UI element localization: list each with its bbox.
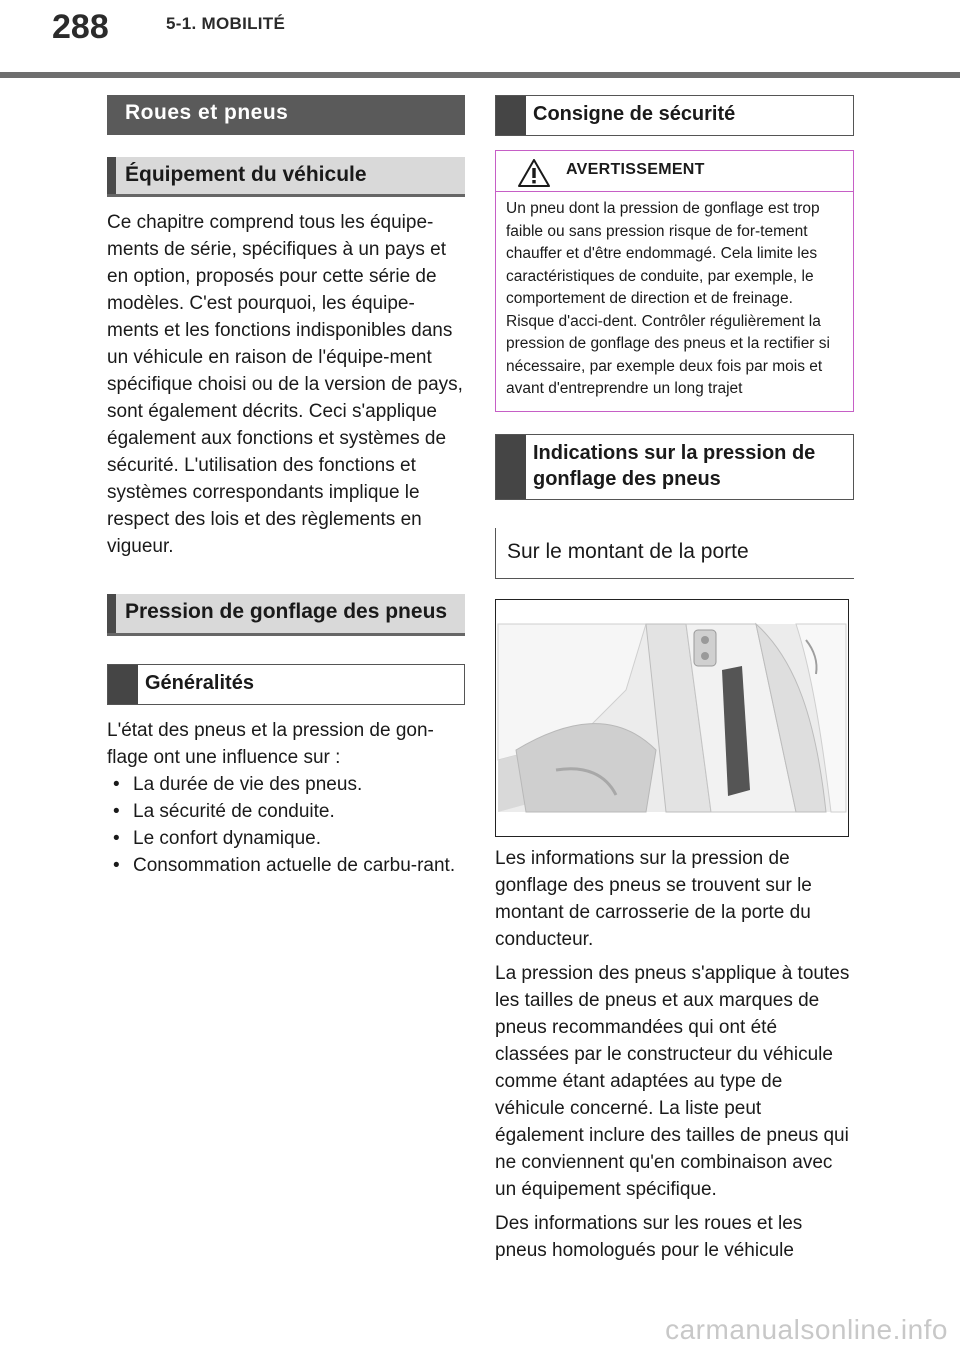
list-item: • Le confort dynamique. (107, 825, 465, 852)
door-info-paragraph (495, 845, 854, 1264)
heading-montant-porte: Sur le montant de la porte (495, 528, 854, 579)
section-title-roues-et-pneus: Roues et pneus (107, 95, 465, 135)
equipment-paragraph (107, 209, 465, 560)
header-rule (0, 72, 960, 78)
warning-box (495, 150, 854, 412)
chapter-title: 5-1. MOBILITÉ (166, 14, 286, 33)
para-1: Les informations sur la pression de gonflage des pneus se trouvent sur le montant de carrosserie de la porte du conducteur. (495, 847, 812, 950)
left-column (107, 95, 465, 879)
equipment-text: Ce chapitre comprend tous les équipe-ments de série, spécifiques à un pays et en option, proposés pour cette série de modèles. C'est pourquoi, les équipe-ments et les fonctions indisponibles dans un véhicule en raison de l'équipe-ment spécifique choisi ou de la version de pays, sont également décrits. Ceci s'applique également aux fonctions et systèmes de sécurité. L'utilisation des fonctions et systèmes correspondants implique le respect des lois et des règlements en vigueur. (107, 212, 463, 557)
warning-triangle-icon (518, 159, 550, 187)
para-2: La pression des pneus s'applique à toutes les tailles de pneus et aux marques de pneus recommandées qui ont été classées par le constructeur du véhicule comme étant adaptées au type de véhicule concerné. La liste peut également inclure des tailles de pneus qui ne conviennent qu'en combinaison avec un équipement spécifique. (495, 962, 850, 1200)
heading-equipement-vehicule (107, 157, 465, 197)
heading-indications-pression (495, 434, 854, 500)
list-item: • La sécurité de conduite. (107, 798, 465, 825)
heading-text: Consigne de sécurité (533, 103, 736, 125)
list-item: • La durée de vie des pneus. (107, 771, 465, 798)
heading-text: Généralités (145, 672, 254, 694)
heading-consigne-securite (495, 95, 854, 136)
list-item: • Consommation actuelle de carbu-rant. (107, 852, 465, 879)
influence-list (107, 771, 465, 879)
page-number: 288 (52, 8, 109, 46)
door-pillar-illustration (496, 600, 848, 836)
heading-pression-gonflage (107, 594, 465, 636)
general-intro-text: L'état des pneus et la pression de gon-flage ont une influence sur : (107, 720, 434, 768)
general-intro-paragraph (107, 717, 465, 771)
warning-text: Un pneu dont la pression de gonflage est trop faible ou sans pression risque de for-tement chauffer et d'être endommagé. Cela limite les caractéristiques de conduite, par exemple, le comportement de direction et de freinage. Risque d'acci-dent. Contrôler régulièrement la pression de gonflage des pneus et la rectifier si nécessaire, par exemple deux fois par mois et avant d'entreprendre un long trajet (506, 200, 830, 397)
heading-text: Pression de gonflage des pneus (125, 600, 448, 623)
warning-header (496, 151, 853, 192)
para-3: Des informations sur les roues et les pneus homologués pour le véhicule (495, 1212, 803, 1261)
door-pillar-figure (495, 599, 849, 837)
heading-text: Indications sur la pression de gonflage des pneus (533, 441, 816, 490)
heading-text: Équipement du véhicule (125, 163, 367, 186)
watermark: carmanualsonline.info (665, 1314, 948, 1345)
heading-generalites (107, 664, 465, 705)
warning-title: AVERTISSEMENT (566, 161, 705, 178)
right-column (495, 95, 854, 1264)
